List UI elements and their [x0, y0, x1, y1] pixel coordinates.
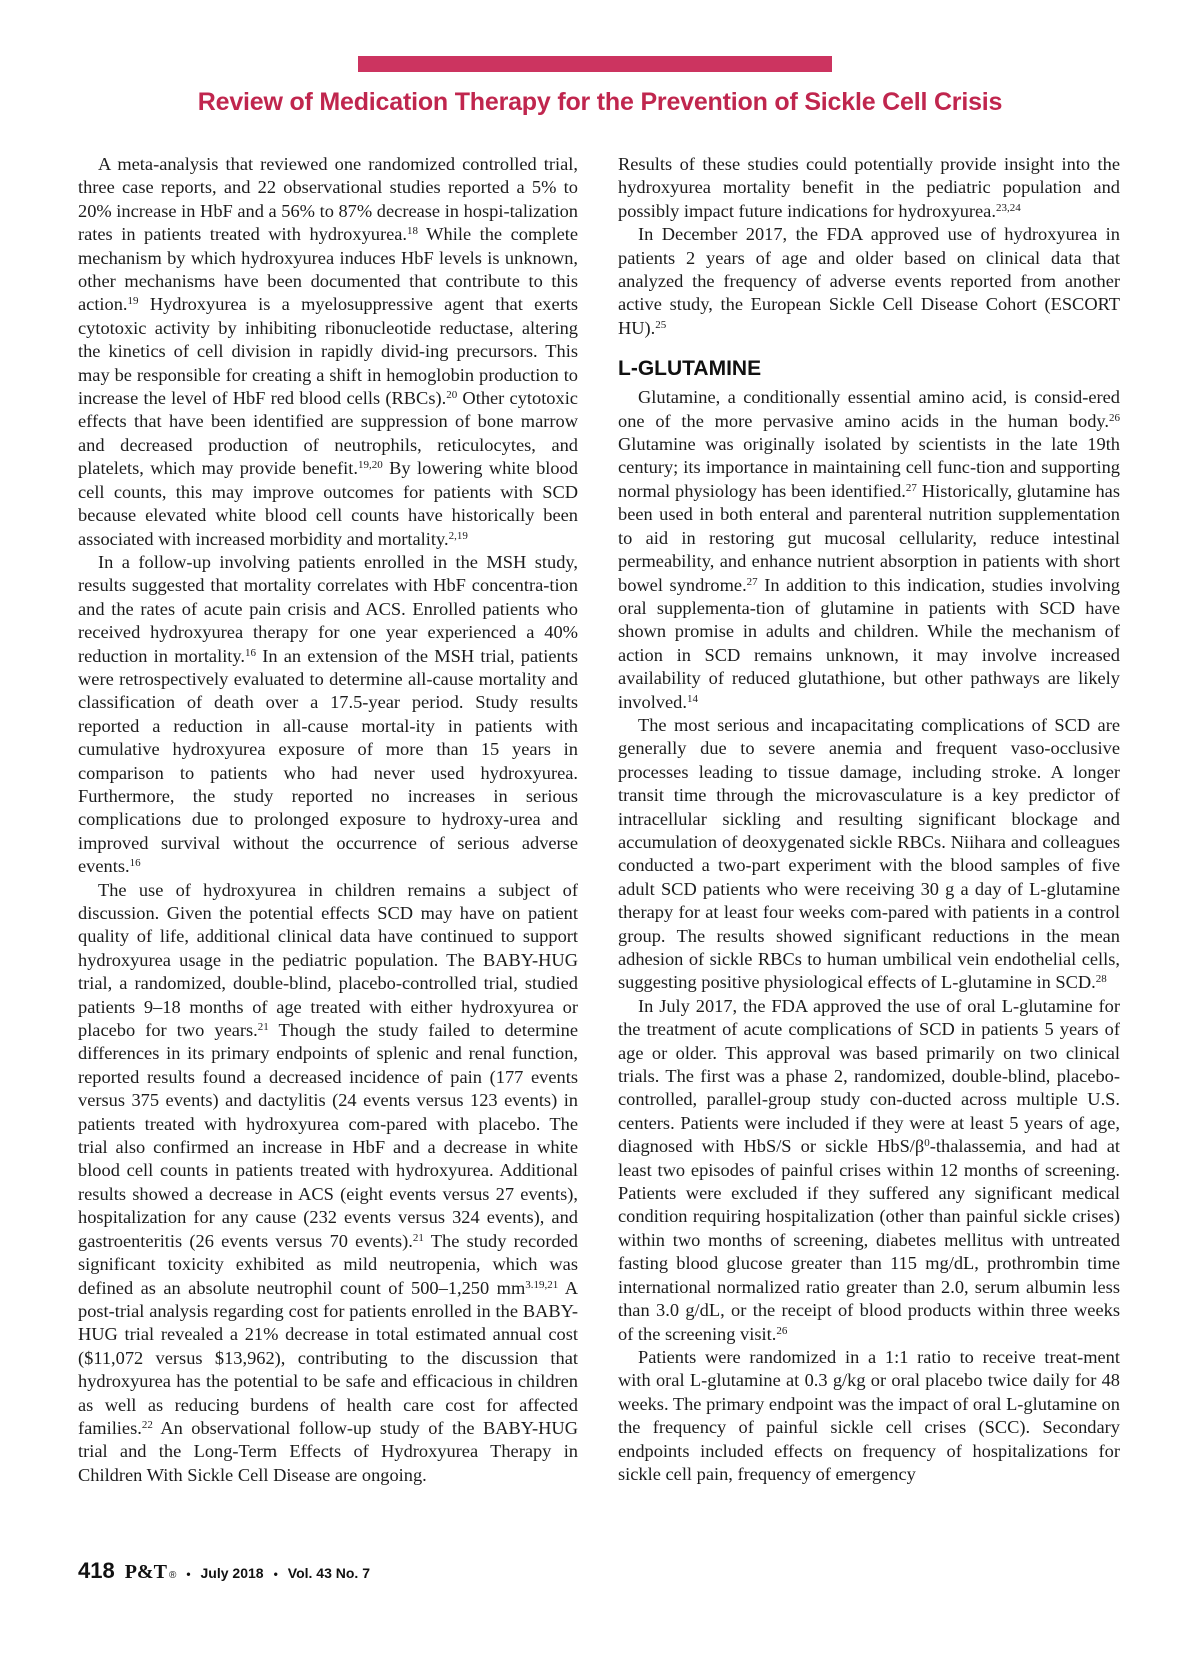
section-heading: L-GLUTAMINE — [618, 357, 762, 381]
left-column — [78, 153, 578, 1487]
paragraph: Results of these studies could potentially provide insight into the hydroxyurea mortality benefit in the pediatric population and possibly impact future indications for hydroxyurea.$^{23,24}$ — [618, 154, 1120, 221]
paragraph: In a follow-up involving patients enrolled in the MSH study, results suggested that mortality correlates with HbF concentra-tion and the rates of acute pain crisis and ACS. Enrolled patients who received hydroxyurea therapy for one year experienced a 40% reduction in mortality.$^{16}$ In an extension of the MSH trial, patients were retrospectively evaluated to determine all-cause mortality and classification of death over a 17.5-year period. Study results reported a reduction in all-cause mortal-ity in patients with cumulative hydroxyurea exposure of more than 15 years in comparison to patients who had never used hydroxyurea. Furthermore, the study reported no increases in serious complications due to prolonged exposure to hydroxy-urea and improved survival without the occurrence of serious adverse events.$^{16}$ — [78, 551, 578, 877]
issue-date: July 2018 — [200, 1565, 264, 1581]
page-footer — [78, 1558, 370, 1584]
paragraph: Patients were randomized in a 1:1 ratio to receive treat-ment with oral L-glutamine at 0.3 g/kg or oral placebo twice daily for 48 weeks. The primary endpoint was the impact of oral L-glutamine on the frequency of painful sickle cell crises (SCC). Secondary endpoints included effects on frequency of hospitalizations for sickle cell pain, frequency of emergency — [618, 1346, 1120, 1484]
issue-volume: Vol. 43 No. 7 — [287, 1565, 370, 1581]
paragraph: In July 2017, the FDA approved the use of oral L-glutamine for the treatment of acute complications of SCD in patients 5 years of age or older. This approval was based primarily on two clinical trials. The first was a phase 2, randomized, double-blind, placebo-controlled, parallel-group study con-ducted across multiple U.S. centers. Patients were included if they were at least 5 years of age, diagnosed with HbS/S or sickle HbS/$\beta^0$-thalassemia, and had at least two episodes of painful crises within 12 months of screening. Patients were excluded if they suffered any significant medical condition requiring hospitalization (other than painful sickle crises) within two months of screening, diabetes mellitus with untreated fasting blood glucose greater than 115 mg/dL, prothrombin time international normalized ratio greater than 2.0, serum albumin less than 3.0 g/dL, or the receipt of blood products within three weeks of the screening visit.$^{26}$ — [618, 995, 1120, 1344]
page-number: 418 — [78, 1558, 115, 1583]
separator-dot: • — [186, 1567, 191, 1581]
paragraph: In December 2017, the FDA approved use of hydroxyurea in patients 2 years of age and older based on clinical data that analyzed the frequency of adverse events reported from another active study, the European Sickle Cell Disease Cohort (ESCORT HU).$^{25}$ — [618, 224, 1120, 338]
publication-name: P&T — [124, 1561, 167, 1583]
page-title: Review of Medication Therapy for the Prevention of Sickle Cell Crisis — [197, 88, 1003, 116]
separator-dot: • — [273, 1567, 278, 1581]
paragraph: The most serious and incapacitating complications of SCD are generally due to severe anemia and frequent vaso-occlusive processes leading to tissue damage, including stroke. A longer transit time through the microvasculature is a key predictor of intracellular sickling and resulting significant blockage and accumulation of deoxygenated sickle RBCs. Niihara and colleagues conducted a two-part experiment with the blood samples of five adult SCD patients who were receiving 30 g a day of L-glutamine therapy for at least four weeks com-pared with patients in a control group. The results showed significant reductions in the mean adhesion of sickle RBCs to human umbilical vein endothelial cells, suggesting positive physiological effects of L-glutamine in SCD.$^{28}$ — [618, 714, 1120, 993]
registered-mark: ® — [168, 1570, 177, 1581]
right-column — [618, 153, 1120, 1486]
paragraph: A meta-analysis that reviewed one randomized controlled trial, three case reports, and 22 observational studies reported a 5% to 20% increase in HbF and a 56% to 87% decrease in hospi-talization rates in patients treated with hydroxyurea.$^{18}$ While the complete mechanism by which hydroxyurea induces HbF levels is unknown, other mechanisms have been documented that contribute to this action.$^{19}$ Hydroxyurea is a myelosuppressive agent that exerts cytotoxic activity by inhibiting ribonucleotide reductase, altering the kinetics of cell division in rapidly divid-ing precursors. This may be responsible for creating a shift in hemoglobin production to increase the level of HbF red blood cells (RBCs).$^{20}$ Other cytotoxic effects that have been identified are suppression of bone marrow and decreased production of neutrophils, reticulocytes, and platelets, which may provide benefit.$^{19,20}$ By lowering white blood cell counts, this may improve outcomes for patients with SCD because elevated white blood cell counts have historically been associated with increased morbidity and mortality.$^{2,19}$ — [78, 154, 578, 549]
paragraph: The use of hydroxyurea in children remains a subject of discussion. Given the potential effects SCD may have on patient quality of life, additional clinical data have continued to support hydroxyurea usage in the pediatric population. The BABY-HUG trial, a randomized, double-blind, placebo-controlled trial, studied patients 9–18 months of age treated with either hydroxyurea or placebo for two years.$^{21}$ Though the study failed to determine differences in its primary endpoints of splenic and renal function, reported results found a decreased incidence of pain (177 events versus 375 events) and dactylitis (24 events versus 123 events) in patients treated with hydroxyurea com-pared with placebo. The trial also confirmed an increase in HbF and a decrease in white blood cell counts in patients treated with hydroxyurea. Additional results showed a decrease in ACS (eight events versus 27 events), hospitalization for any cause (232 events versus 324 events), and gastroenteritis (26 events versus 70 events).$^{21}$ The study recorded significant toxicity exhibited as mild neutropenia, which was defined as an absolute neutrophil count of 500–1,250 $mm^{3.19,21}$ A post-trial analysis regarding cost for patients enrolled in the BABY-HUG trial revealed a 21% decrease in total estimated annual cost ($11,072 versus $13,962), contributing to the discussion that hydroxyurea has the potential to be safe and efficacious in children as well as reducing burdens of health care cost for affected families.$^{22}$ An observational follow-up study of the BABY-HUG trial and the Long-Term Effects of Hydroxyurea Therapy in Children With Sickle Cell Disease are ongoing. — [78, 879, 578, 1485]
header-accent-bar — [358, 56, 832, 72]
paragraph: Glutamine, a conditionally essential amino acid, is consid-ered one of the more pervasive amino acids in the human body.$^{26}$ Glutamine was originally isolated by scientists in the late 19th century; its importance in maintaining cell func-tion and supporting normal physiology has been identified.$^{27}$ Historically, glutamine has been used in both enteral and parenteral nutrition supplementation to aid in restoring gut mucosal cellularity, reduce intestinal permeability, and enhance nutrient absorption in patients with short bowel syndrome.$^{27}$ In addition to this indication, studies involving oral supplementa-tion of glutamine in patients with SCD have shown promise in adults and children. While the mechanism of action in SCD remains unknown, it may involve increased availability of reduced glutathione, but other pathways are likely involved.$^{14}$ — [618, 387, 1120, 712]
